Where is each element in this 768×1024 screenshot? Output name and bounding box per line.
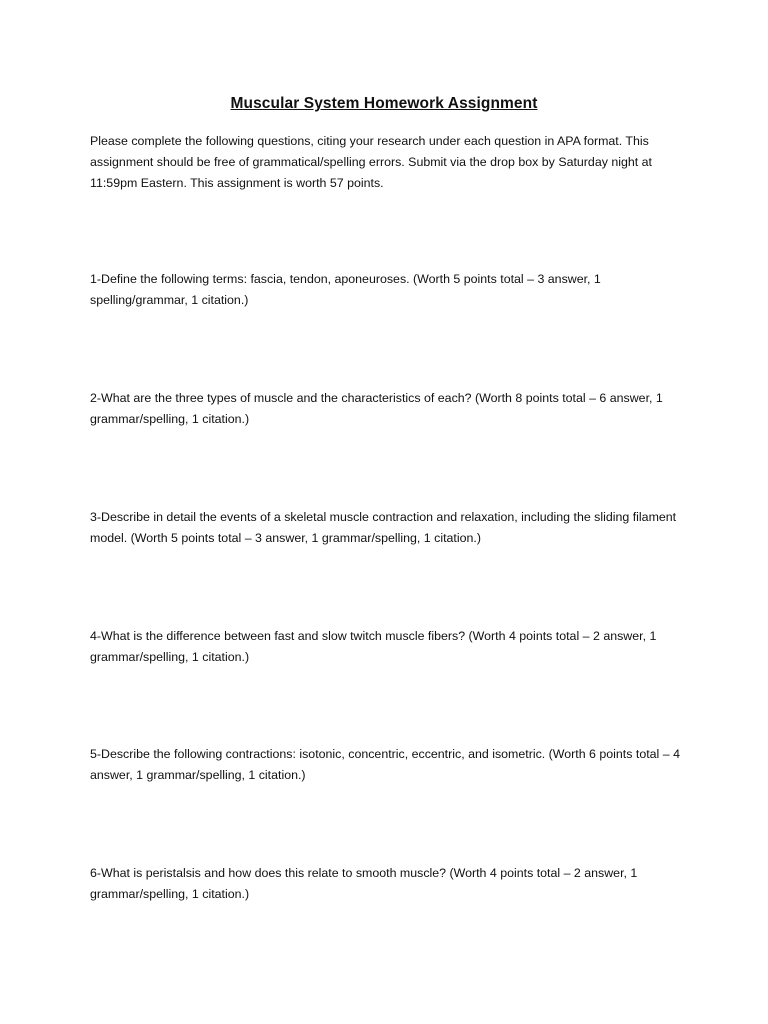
question-6: 6-What is peristalsis and how does this relate to smooth muscle? (Worth 4 points total – 2 answer, 1 grammar/spelling, 1 citation.) — [90, 866, 638, 901]
question-4: 4-What is the difference between fast and slow twitch muscle fibers? (Worth 4 points total – 2 answer, 1 grammar/spelling, 1 citation.) — [90, 629, 657, 664]
instructions-paragraph: Please complete the following questions, citing your research under each question in APA format. This assignment should be free of grammatical/spelling errors. Submit via the drop box by Saturday night at 11:59pm Eastern. This assignment is worth 57 points. — [90, 134, 653, 190]
question-3: 3-Describe in detail the events of a skeletal muscle contraction and relaxation, including the sliding filament model. (Worth 5 points total – 3 answer, 1 grammar/spelling, 1 citation.) — [90, 510, 677, 545]
document-title: Muscular System Homework Assignment — [230, 95, 538, 112]
question-1: 1-Define the following terms: fascia, tendon, aponeuroses. (Worth 5 points total – 3 answer, 1 spelling/grammar, 1 citation.) — [90, 272, 601, 307]
question-5: 5-Describe the following contractions: isotonic, concentric, eccentric, and isometric. (Worth 6 points total – 4 answer, 1 grammar/spelling, 1 citation.) — [90, 747, 680, 782]
question-2: 2-What are the three types of muscle and the characteristics of each? (Worth 8 points total – 6 answer, 1 grammar/spelling, 1 citation.) — [90, 391, 663, 426]
